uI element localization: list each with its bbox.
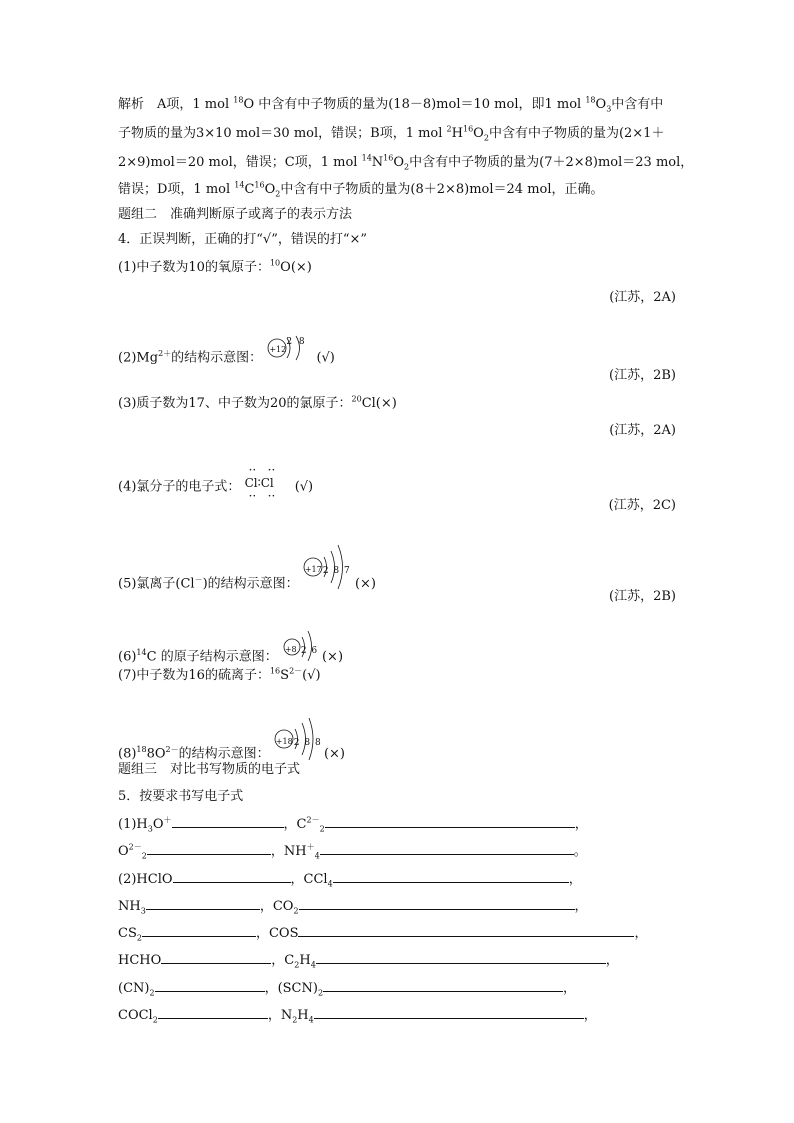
- o-shells: 2 8 8: [293, 738, 322, 748]
- item-6: $(6)^{14}C$ 的原子结构示意图： +8 2 6 (×): [118, 639, 343, 675]
- item-7: (7)中子数为16的硫离子：$^{16}S^{2-}(√)$: [118, 666, 321, 683]
- o-nucleus: +18: [275, 737, 293, 746]
- item-3: (3)质子数为17、中子数为20的氯原子：$^{20}$Cl(×): [118, 394, 397, 411]
- row-5: $CS_2$ ，COS ，: [118, 926, 648, 943]
- analysis-line-2: 子物质的量为3×10 mol＝30 mol，错误；B项，1 mol $^2H^{16}O_2$中含有中子物质的量为(2×1＋: [118, 124, 665, 143]
- group3-title: 题组三 对比书写物质的电子式: [118, 762, 301, 777]
- answer-blank[interactable]: [147, 842, 271, 855]
- source-2: (江苏，2B): [609, 368, 676, 383]
- answer-blank[interactable]: [325, 815, 575, 828]
- source-1: (江苏，2A): [609, 290, 676, 305]
- answer-blank[interactable]: [299, 897, 575, 910]
- answer-blank[interactable]: [316, 951, 606, 964]
- row-7: $(CN)_2$ ，$(SCN)_2$ ，: [118, 981, 577, 998]
- answer-blank[interactable]: [314, 1006, 584, 1019]
- mg-shells: 2 8: [286, 337, 307, 347]
- question-4: 4．正误判断，正确的打“√”，错误的打“×”: [118, 232, 368, 247]
- answer-blank[interactable]: [298, 924, 634, 937]
- analysis-line-1: 解析 A项，1 mol $^{18}$O 中含有中子物质的量为(18－8)mol＝10 mol，即1 mol $^{18}O_3$中含有中: [118, 95, 664, 114]
- mg-nucleus: +12: [269, 345, 287, 354]
- answer-blank[interactable]: [323, 979, 563, 992]
- row-6: HCHO ，$C_2H_4$ ，: [118, 953, 619, 970]
- mg-structure-diagram: [266, 330, 312, 366]
- analysis-line-4: 错误；D项，1 mol $^{14}C^{16}O_2$中含有中子物质的量为(8＋2×8)mol＝24 mol，正确。: [118, 180, 604, 199]
- answer-blank[interactable]: [161, 951, 271, 964]
- item-1: (1)中子数为10的氧原子：$^{10}$O(×): [118, 258, 312, 275]
- c-shells: 2 6: [300, 646, 319, 656]
- analysis-line-3: 2×9)mol＝20 mol，错误；C项，1 mol $^{14}N^{16}O_2$中含有中子物质的量为(7＋2×8)mol＝23 mol，: [118, 153, 694, 172]
- item-2: $(2)Mg^{2+}$的结构示意图： +12 2 8 (√): [118, 340, 335, 376]
- answer-blank[interactable]: [172, 815, 284, 828]
- row-3: (2)HClO ，CCl$_4$ ，: [118, 872, 582, 889]
- row-2: $O^{2-}_2$ ，$NH^+_4$ 。: [118, 842, 587, 861]
- answer-blank[interactable]: [158, 1006, 268, 1019]
- source-3: (江苏，2A): [609, 423, 676, 438]
- answer-blank[interactable]: [333, 870, 569, 883]
- answer-blank[interactable]: [320, 842, 574, 855]
- c-nucleus: +8: [284, 645, 297, 654]
- answer-blank[interactable]: [155, 979, 265, 992]
- item-4: (4)氯分子的电子式： ·· ·· Cl∶Cl ·· ·· (√): [118, 463, 314, 503]
- source-4: (江苏，2C): [608, 498, 676, 513]
- c14-structure-diagram: [282, 627, 318, 663]
- item-8: $(8)^{18}8O^{2-}$的结构示意图： +18 2 8 8 (×): [118, 731, 345, 777]
- group2-title: 题组二 准确判断原子或离子的表示方法: [118, 207, 353, 222]
- answer-blank[interactable]: [146, 897, 260, 910]
- row-1: $(1)H_3O^+$ ，$C^{2-}_2$ ，: [118, 815, 588, 834]
- cl2-electron-formula: ·· ·· Cl∶Cl ·· ··: [244, 463, 276, 503]
- o-ion-structure-diagram: [274, 715, 320, 761]
- cl-shells: 2 8 7: [322, 566, 351, 576]
- item-5: (5)氯离子(Cl－)的结构示意图： +17 2 8 7 (×): [118, 559, 376, 609]
- answer-blank[interactable]: [173, 870, 291, 883]
- source-5: (江苏，2B): [609, 589, 676, 604]
- answer-blank[interactable]: [142, 924, 256, 937]
- row-8: COCl$_2$ ，$N_2H_4$ ，: [118, 1008, 597, 1025]
- cl-ion-structure-diagram: [303, 541, 351, 591]
- question-5: 5．按要求书写电子式: [118, 789, 244, 804]
- cl-nucleus: +17: [304, 565, 322, 574]
- row-4: $NH_3$ ，$CO_2$ ，: [118, 899, 588, 916]
